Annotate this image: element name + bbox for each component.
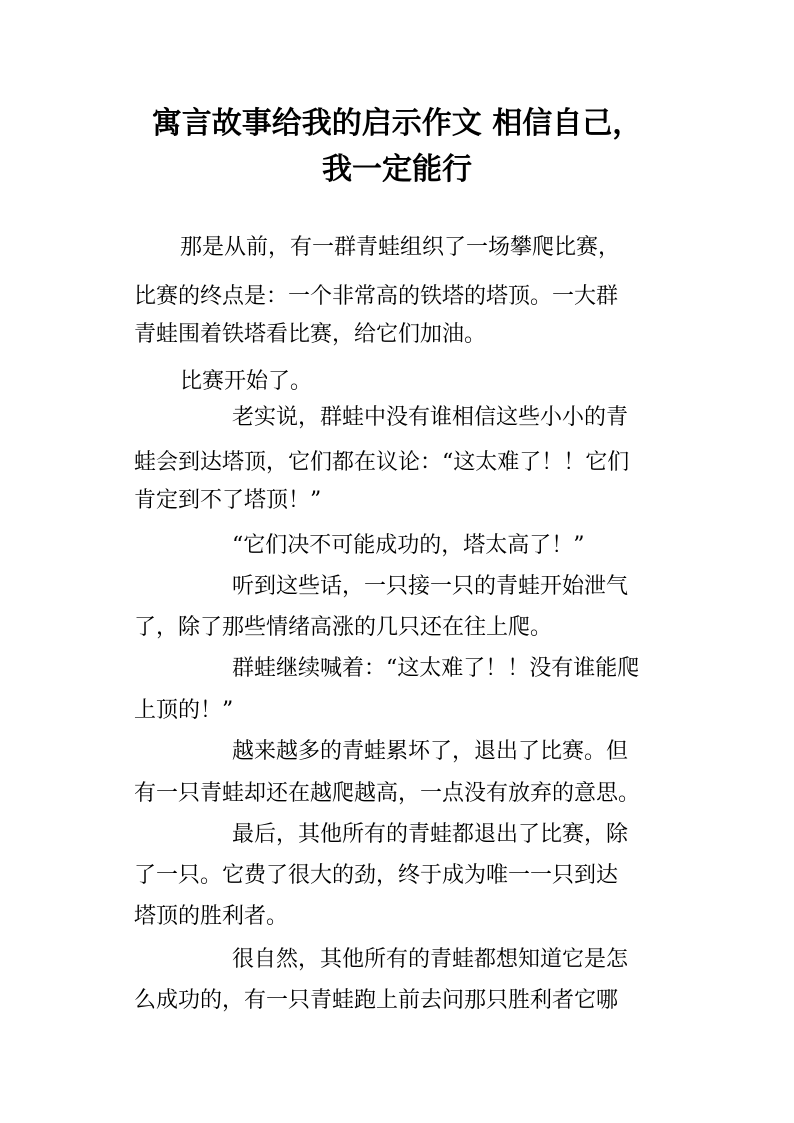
- body-line: 很自然，其他所有的青蛙都想知道它是怎: [232, 947, 629, 972]
- body-line: 么成功的，有一只青蛙跑上前去问那只胜利者它哪: [134, 988, 619, 1013]
- body-line: 青蛙围着铁塔看比赛，给它们加油。: [134, 322, 487, 347]
- title-line-2: 我一定能行: [322, 152, 472, 187]
- body-line: 群蛙继续喊着：“这太难了！！没有谁能爬: [232, 656, 640, 681]
- body-line: 听到这些话，一只接一只的青蛙开始泄气: [232, 574, 629, 599]
- body-line: “它们决不可能成功的，塔太高了！”: [232, 533, 585, 558]
- body-line: 比赛的终点是：一个非常高的铁塔的塔顶。一大群: [134, 284, 619, 309]
- title-line-1: 寓言故事给我的启示作文 相信自己，: [151, 106, 643, 141]
- body-line: 上顶的！”: [134, 698, 234, 723]
- body-line: 蛙会到达塔顶，它们都在议论：“这太难了！！它们: [134, 450, 630, 475]
- body-line: 最后，其他所有的青蛙都退出了比赛，除: [232, 822, 629, 847]
- body-line: 塔顶的胜利者。: [134, 904, 289, 929]
- body-line: 了，除了那些情绪高涨的几只还在往上爬。: [134, 615, 553, 640]
- document-title: [100, 101, 694, 193]
- body-line: 老实说，群蛙中没有谁相信这些小小的青: [232, 405, 629, 430]
- body-line: 肯定到不了塔顶！”: [134, 488, 322, 513]
- body-line: 了一只。它费了很大的劲，终于成为唯一一只到达: [134, 863, 619, 888]
- body-line: 越来越多的青蛙累坏了，退出了比赛。但: [232, 739, 629, 764]
- body-line: 比赛开始了。: [180, 369, 313, 394]
- body-line: 有一只青蛙却还在越爬越高，一点没有放弃的意思。: [134, 781, 641, 806]
- body-line: 那是从前，有一群青蛙组织了一场攀爬比赛，: [180, 235, 621, 260]
